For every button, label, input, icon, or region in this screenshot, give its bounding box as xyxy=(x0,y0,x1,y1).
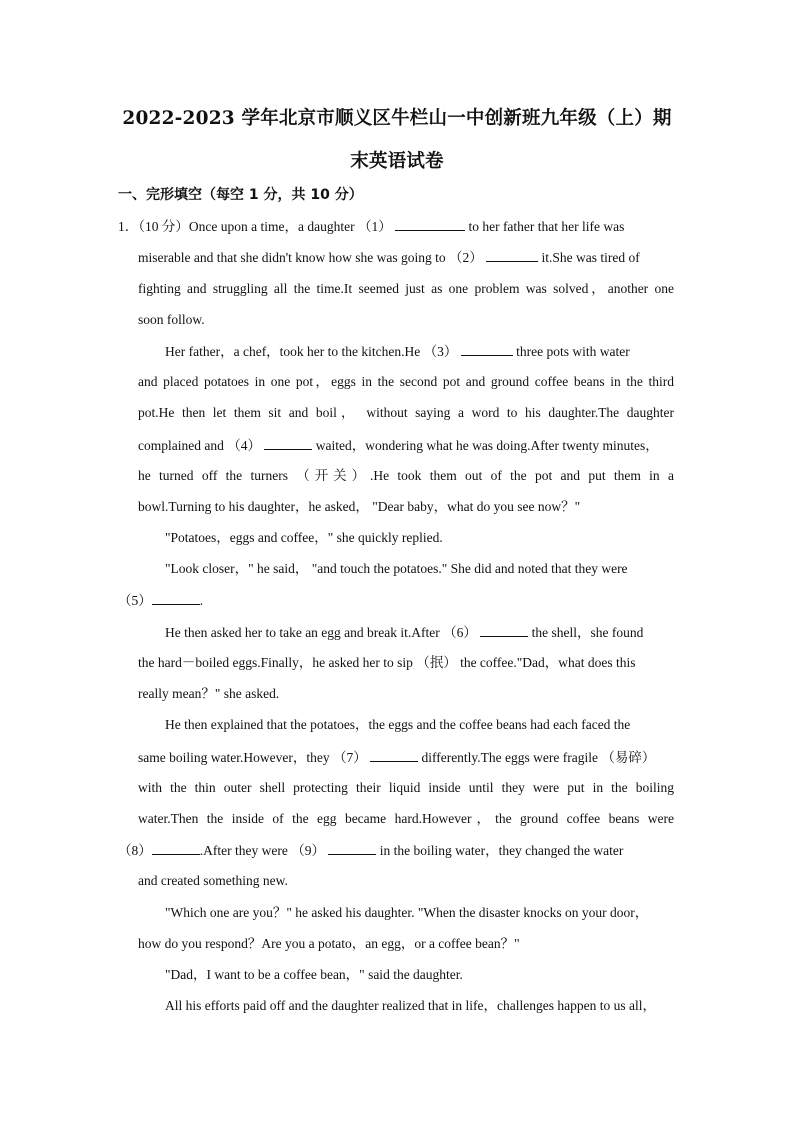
text-segment: three pots with water xyxy=(516,344,630,359)
text-segment: （5） xyxy=(118,593,152,608)
text-line: "Look closer，" he said， "and touch the potatoes." She did and noted that they were xyxy=(165,561,628,576)
text-line xyxy=(165,341,630,362)
exam-title-line-2: 末英语试卷 xyxy=(350,151,444,172)
text-segment: waited，wondering what he was doing.After twenty minutes， xyxy=(315,438,659,453)
text-line: water.Then the inside of the egg became hard.However，the ground coffee beans were xyxy=(138,811,674,826)
text-segment: Her father，a chef，took her to the kitchen.He （3） xyxy=(165,344,458,359)
answer-blank-5 xyxy=(152,590,200,605)
text-segment: it.She was tired of xyxy=(541,250,640,265)
text-line: the hard－boiled eggs.Finally，he asked her to sip （抿） the coffee."Dad，what does this xyxy=(138,655,636,670)
answer-blank-9 xyxy=(328,840,376,855)
text-line: pot.He then let them sit and boil， without saying a word to his daughter.The daughter xyxy=(138,405,674,420)
text-line: really mean？" she asked. xyxy=(138,686,280,701)
text-line: with the thin outer shell protecting their liquid inside until they were put in the boiling xyxy=(138,780,674,795)
answer-blank-1 xyxy=(395,216,465,231)
text-line xyxy=(138,247,640,268)
text-line xyxy=(118,216,674,237)
text-segment: complained and （4） xyxy=(138,438,261,453)
text-segment: differently.The eggs were fragile （易碎） xyxy=(421,750,656,765)
text-line: "Which one are you？" he asked his daughter. "When the disaster knocks on your door， xyxy=(165,905,649,920)
text-line: he turned off the turners （开关）.He took them out of the pot and put them in a xyxy=(138,468,674,483)
text-line: how do you respond？Are you a potato，an egg，or a coffee bean？" xyxy=(138,936,520,951)
text-line: and placed potatoes in one pot，eggs in the second pot and ground coffee beans in the third xyxy=(138,374,674,389)
text-line: "Dad，I want to be a coffee bean，" said the daughter. xyxy=(165,967,463,982)
text-segment: He then asked her to take an egg and break it.After （6） xyxy=(165,625,477,640)
text-line: soon follow. xyxy=(138,312,205,327)
text-line: He then explained that the potatoes，the eggs and the coffee beans had each faced the xyxy=(165,717,631,732)
text-line: "Potatoes，eggs and coffee，" she quickly replied. xyxy=(165,530,443,545)
text-line xyxy=(138,435,659,456)
text-segment: 1．（10 分）Once upon a time，a daughter （1） xyxy=(118,219,392,234)
text-line: All his efforts paid off and the daughter realized that in life，challenges happen to us all， xyxy=(165,998,656,1013)
text-segment: in the boiling water，they changed the water xyxy=(379,843,624,858)
answer-blank-6 xyxy=(480,622,528,637)
text-segment: same boiling water.However，they （7） xyxy=(138,750,367,765)
text-segment: .After they were （9） xyxy=(199,843,325,858)
section-heading: 一、完形填空（每空 1 分，共 10 分） xyxy=(118,187,363,203)
text-segment: to her father that her life was xyxy=(468,219,625,234)
text-line: fighting and struggling all the time.It seemed just as one problem was solved，another one xyxy=(138,281,674,296)
answer-blank-4 xyxy=(264,435,312,450)
answer-blank-3 xyxy=(461,341,513,356)
answer-blank-8 xyxy=(152,840,200,855)
text-line xyxy=(118,590,674,611)
text-line xyxy=(165,622,643,643)
text-line xyxy=(118,840,674,861)
answer-blank-7 xyxy=(370,747,418,762)
text-line: and created something new. xyxy=(138,873,288,888)
text-segment: （8） xyxy=(118,843,152,858)
text-line xyxy=(138,747,655,768)
text-line: bowl.Turning to his daughter，he asked， "Dear baby，what do you see now？" xyxy=(138,499,581,514)
text-segment: miserable and that she didn't know how she was going to （2） xyxy=(138,250,483,265)
text-segment: . xyxy=(199,593,204,608)
answer-blank-2 xyxy=(486,247,538,262)
exam-title-line-1: 2022-2023 学年北京市顺义区牛栏山一中创新班九年级（上）期 xyxy=(122,108,672,129)
text-segment: the shell，she found xyxy=(531,625,644,640)
